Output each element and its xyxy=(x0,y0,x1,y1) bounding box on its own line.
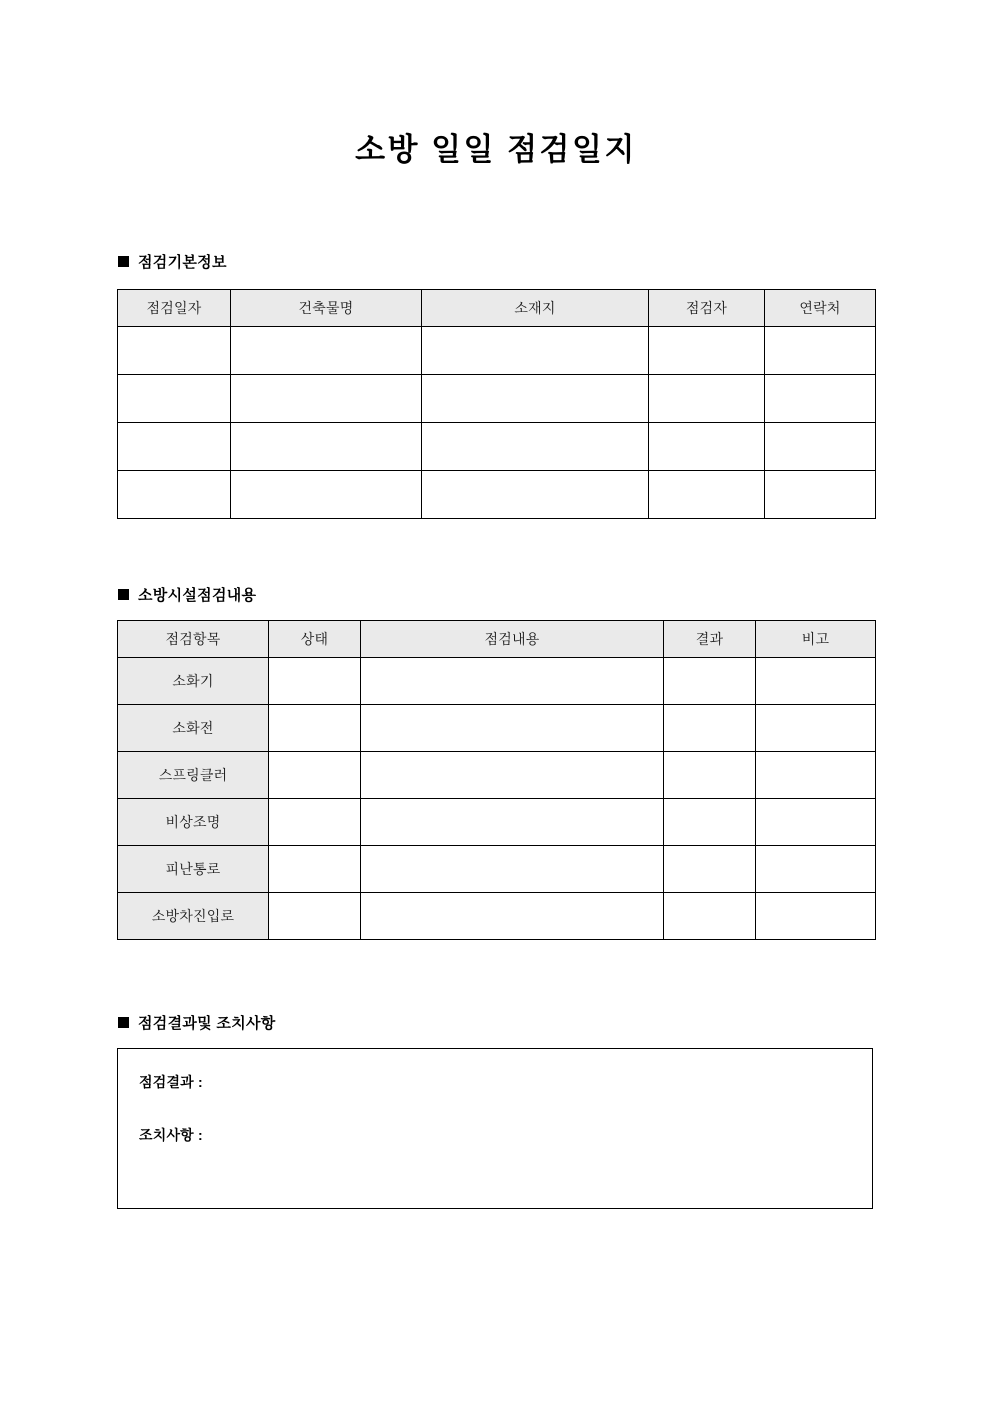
table-row-evacuation-route xyxy=(118,846,876,893)
column-header-inspection-detail: 점검내용 xyxy=(361,621,664,658)
cell-result[interactable] xyxy=(664,658,756,705)
table-row-emergency-light xyxy=(118,799,876,846)
table-header-row xyxy=(118,290,876,327)
cell-detail[interactable] xyxy=(361,752,664,799)
table-row-fire-truck-access xyxy=(118,893,876,940)
cell-note[interactable] xyxy=(756,752,876,799)
column-header-building-name: 건축물명 xyxy=(231,290,422,327)
row-label-sprinkler: 스프링클러 xyxy=(118,752,269,799)
column-header-location: 소재지 xyxy=(422,290,649,327)
cell-location[interactable] xyxy=(422,471,649,519)
column-header-inspector: 점검자 xyxy=(649,290,765,327)
square-bullet-icon xyxy=(118,256,129,267)
cell-location[interactable] xyxy=(422,423,649,471)
cell-state[interactable] xyxy=(269,799,361,846)
column-header-inspection-item: 점검항목 xyxy=(118,621,269,658)
cell-building-name[interactable] xyxy=(231,375,422,423)
cell-contact[interactable] xyxy=(765,471,876,519)
cell-location[interactable] xyxy=(422,327,649,375)
row-label-fire-truck-access: 소방차진입로 xyxy=(118,893,269,940)
table-row xyxy=(118,423,876,471)
cell-inspector[interactable] xyxy=(649,471,765,519)
basic-info-table xyxy=(117,289,876,519)
cell-state[interactable] xyxy=(269,846,361,893)
cell-state[interactable] xyxy=(269,705,361,752)
table-row-hydrant xyxy=(118,705,876,752)
cell-result[interactable] xyxy=(664,752,756,799)
cell-building-name[interactable] xyxy=(231,327,422,375)
cell-building-name[interactable] xyxy=(231,423,422,471)
column-header-result: 결과 xyxy=(664,621,756,658)
facility-inspection-table xyxy=(117,620,876,940)
field-label-inspection-result: 점검결과 : xyxy=(139,1074,203,1090)
column-header-note: 비고 xyxy=(756,621,876,658)
section-heading-result-action-label: 점검결과및 조치사항 xyxy=(138,1015,276,1032)
square-bullet-icon xyxy=(118,589,129,600)
row-label-hydrant: 소화전 xyxy=(118,705,269,752)
cell-detail[interactable] xyxy=(361,893,664,940)
section-heading-basic-info-label: 점검기본정보 xyxy=(138,254,227,271)
page-title: 소방 일일 점검일지 xyxy=(355,132,637,167)
table-row xyxy=(118,375,876,423)
section-heading-facility-inspection-label: 소방시설점검내용 xyxy=(138,587,257,604)
table-row-sprinkler xyxy=(118,752,876,799)
table-row-extinguisher xyxy=(118,658,876,705)
cell-result[interactable] xyxy=(664,893,756,940)
cell-contact[interactable] xyxy=(765,375,876,423)
cell-detail[interactable] xyxy=(361,846,664,893)
cell-note[interactable] xyxy=(756,705,876,752)
square-bullet-icon xyxy=(118,1017,129,1028)
table-row xyxy=(118,327,876,375)
cell-state[interactable] xyxy=(269,658,361,705)
cell-note[interactable] xyxy=(756,658,876,705)
cell-result[interactable] xyxy=(664,799,756,846)
cell-inspection-date[interactable] xyxy=(118,471,231,519)
column-header-inspection-date: 점검일자 xyxy=(118,290,231,327)
row-label-emergency-light: 비상조명 xyxy=(118,799,269,846)
cell-contact[interactable] xyxy=(765,423,876,471)
cell-inspection-date[interactable] xyxy=(118,375,231,423)
row-label-extinguisher: 소화기 xyxy=(118,658,269,705)
table-header-row xyxy=(118,621,876,658)
cell-state[interactable] xyxy=(269,752,361,799)
cell-inspection-date[interactable] xyxy=(118,423,231,471)
cell-inspector[interactable] xyxy=(649,375,765,423)
cell-inspector[interactable] xyxy=(649,327,765,375)
cell-building-name[interactable] xyxy=(231,471,422,519)
section-heading-basic-info xyxy=(118,251,227,272)
row-label-evacuation-route: 피난통로 xyxy=(118,846,269,893)
cell-note[interactable] xyxy=(756,846,876,893)
cell-state[interactable] xyxy=(269,893,361,940)
cell-note[interactable] xyxy=(756,799,876,846)
cell-result[interactable] xyxy=(664,705,756,752)
cell-result[interactable] xyxy=(664,846,756,893)
cell-note[interactable] xyxy=(756,893,876,940)
field-label-action-taken: 조치사항 : xyxy=(139,1127,203,1143)
table-row xyxy=(118,471,876,519)
cell-location[interactable] xyxy=(422,375,649,423)
cell-inspector[interactable] xyxy=(649,423,765,471)
cell-detail[interactable] xyxy=(361,658,664,705)
cell-contact[interactable] xyxy=(765,327,876,375)
result-action-box[interactable] xyxy=(117,1048,873,1209)
section-heading-facility-inspection xyxy=(118,584,256,605)
column-header-state: 상태 xyxy=(269,621,361,658)
cell-detail[interactable] xyxy=(361,705,664,752)
column-header-contact: 연락처 xyxy=(765,290,876,327)
cell-detail[interactable] xyxy=(361,799,664,846)
section-heading-result-action xyxy=(118,1012,276,1033)
cell-inspection-date[interactable] xyxy=(118,327,231,375)
